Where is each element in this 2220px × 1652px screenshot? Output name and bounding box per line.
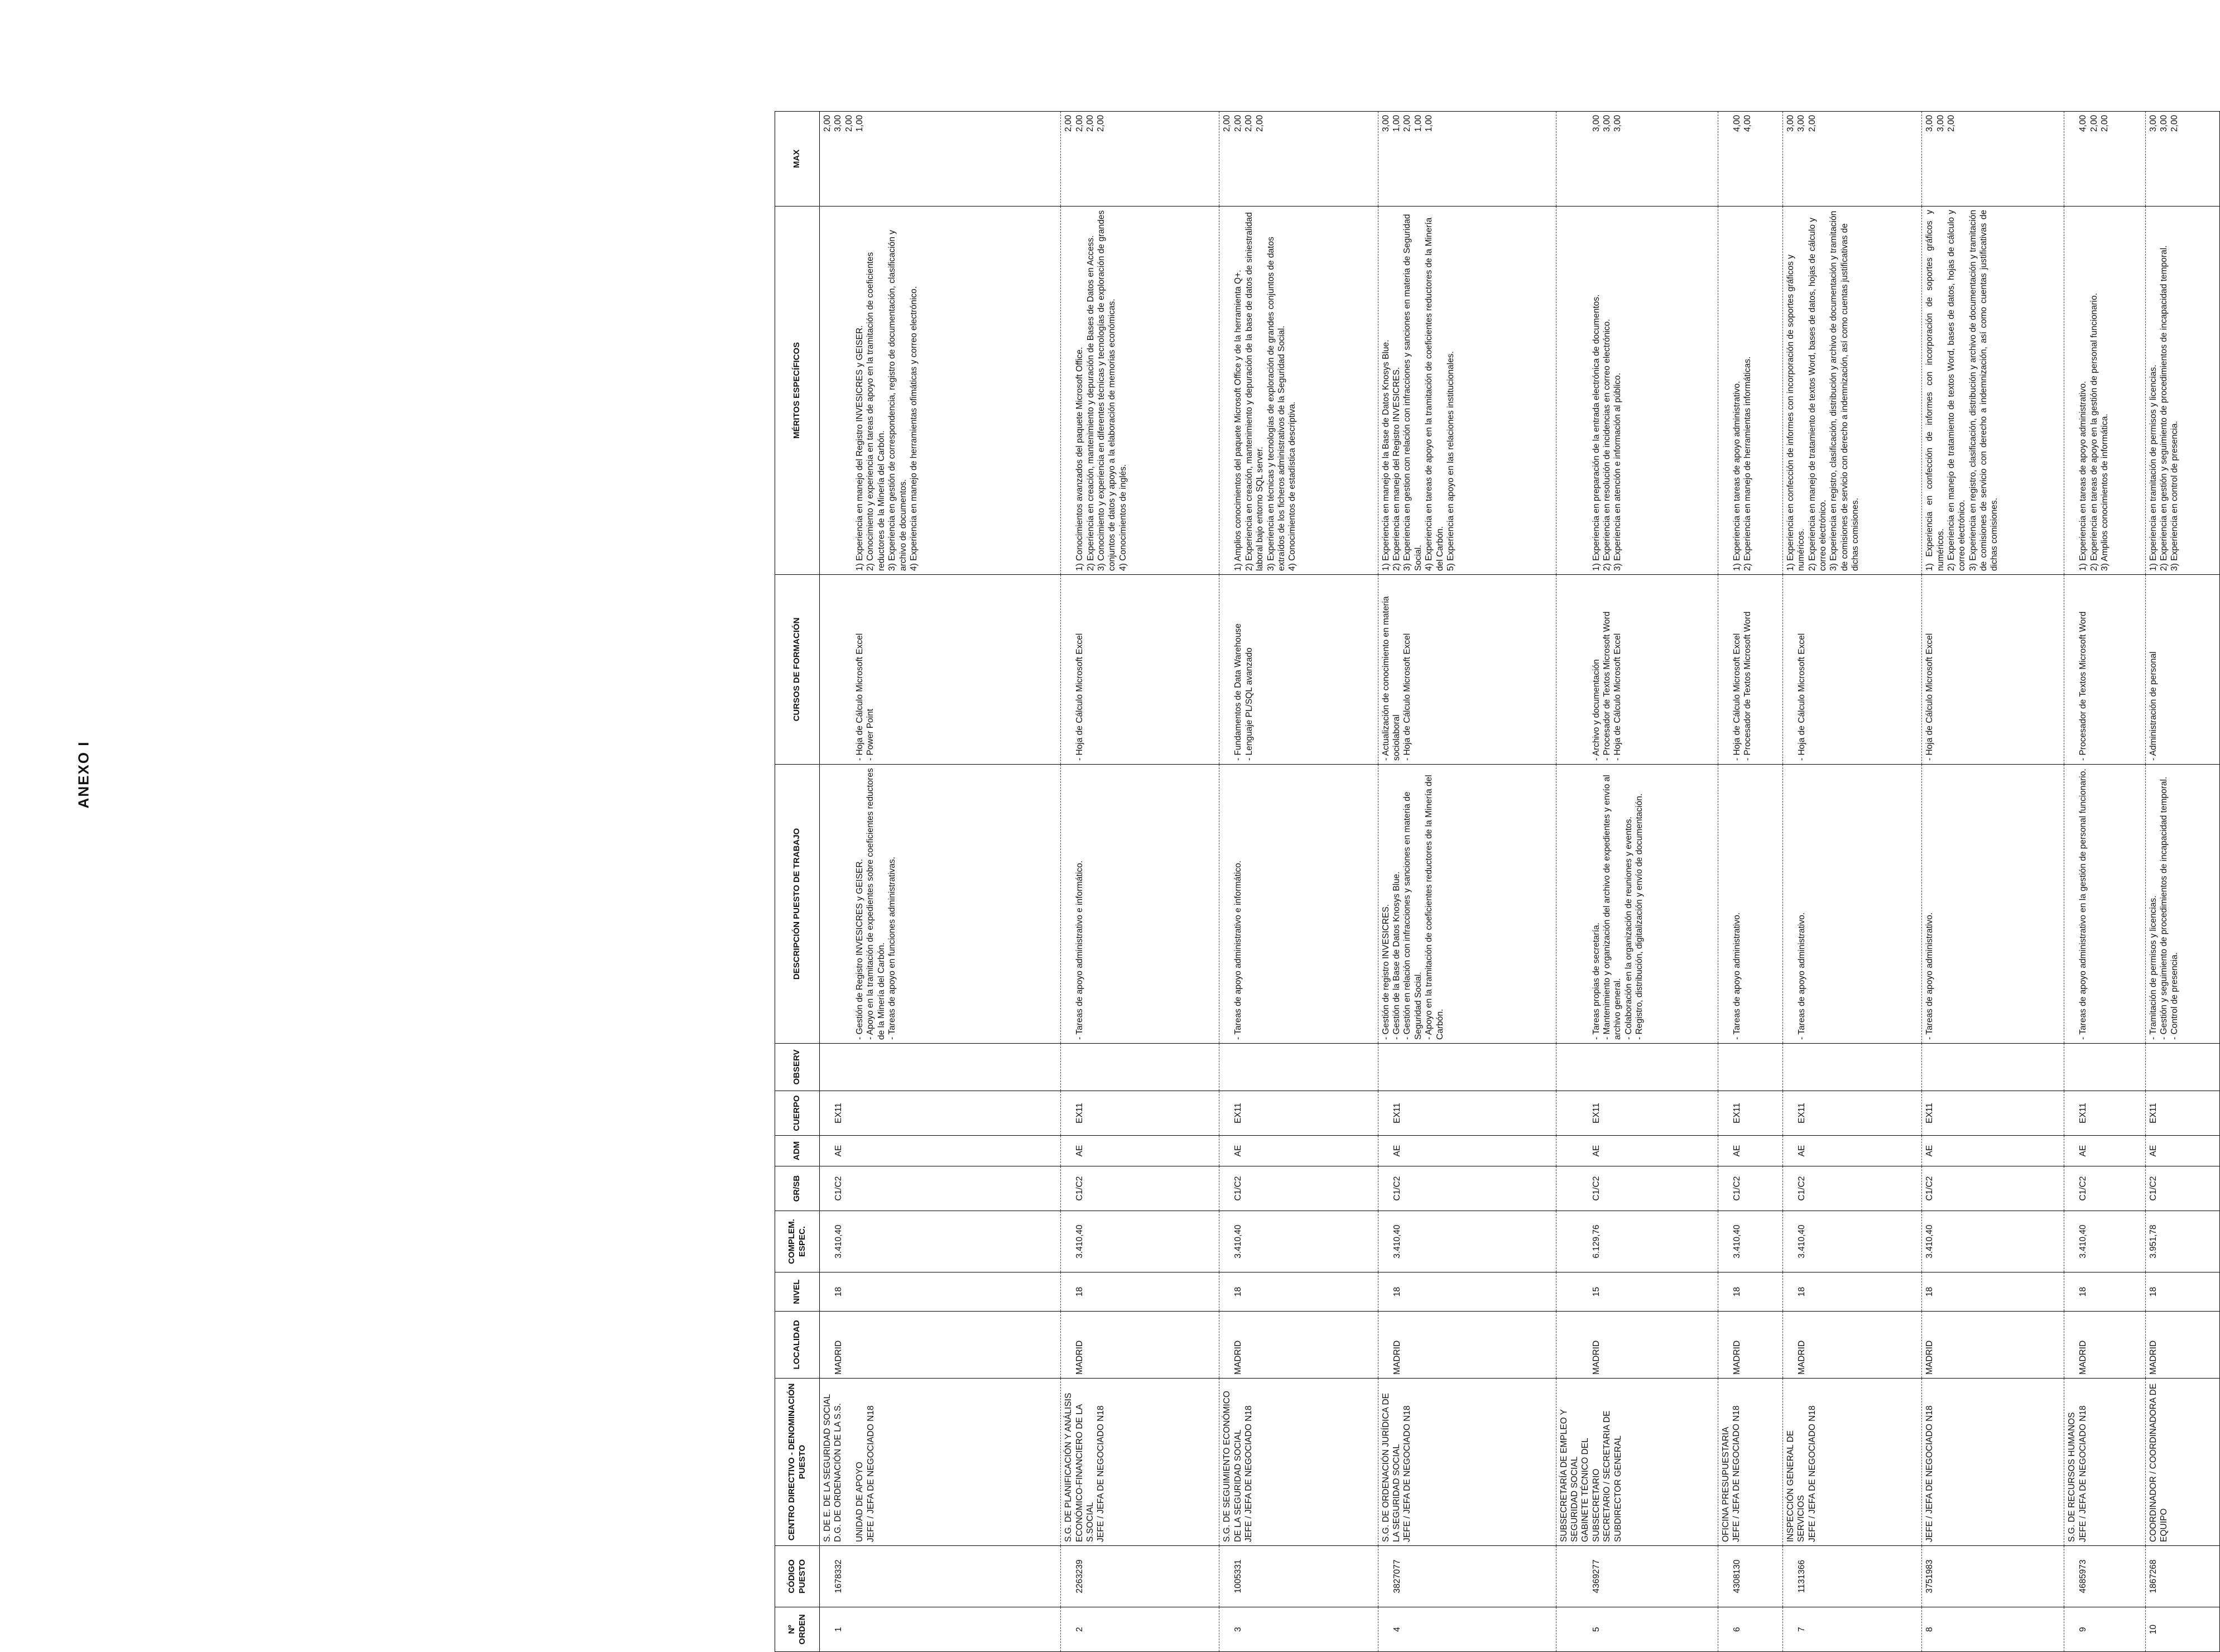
cell-cursos: - Actualización de conocimiento en materia sociolaboral - Hoja de Cálculo Microsoft Excel xyxy=(1381,596,1412,761)
table-row xyxy=(1219,112,1378,1652)
cell-localidad: MADRID xyxy=(1796,1340,1806,1375)
cell-cursos: - Hoja de Cálculo Microsoft Excel xyxy=(1796,633,1806,761)
cell-adm: AE xyxy=(1233,1145,1243,1157)
header-adm: ADM xyxy=(775,1136,820,1166)
table-row xyxy=(820,112,1061,1652)
header-nivel: NIVEL xyxy=(775,1272,820,1312)
cell-descripcion: - Gestión de Registro INVESICRES y GEISER. - Apoyo en la tramitación de expedientes sobre coeficientes reductores de la Minería del Carbón. - Tareas de apoyo en funciones administrativas. xyxy=(855,768,897,1040)
header-meritos: MÉRITOS ESPECÍFICOS xyxy=(775,206,820,575)
cell-complem: 3.410,40 xyxy=(1796,1224,1806,1259)
cell-max: 3,00 3,00 2,00 xyxy=(1782,112,1921,206)
cell-codigo: 4369277 xyxy=(1591,1559,1601,1593)
header-max: MAX xyxy=(775,112,820,206)
cell-codigo: 4685973 xyxy=(2078,1559,2088,1593)
cell-cursos: - Hoja de Cálculo Microsoft Excel xyxy=(1075,633,1085,761)
table-row xyxy=(1378,112,1556,1652)
cell-codigo: 1678332 xyxy=(834,1559,843,1593)
cell-localidad: MADRID xyxy=(1591,1340,1601,1375)
cell-adm: AE xyxy=(1392,1145,1402,1157)
cell-descripcion: - Tareas propias de secretaría. - Mantenimiento y organización del archivo de expedientes y envío al archivo general. - Colaboración en la organización de reuniones y eventos. - Registro, distribución, digitalización y envío de documentación. xyxy=(1591,775,1645,1040)
cell-grsb: C1/C2 xyxy=(1233,1176,1243,1201)
header-localidad: LOCALIDAD xyxy=(775,1312,820,1379)
cell-centro: SUBSECRETARÍA DE EMPLEO Y SEGURIDAD SOCIAL GABINETE TÉCNICO DEL SUBSECRETARIO SECRETARIO / SECRETARIA DE SUBDIRECTOR GENERAL xyxy=(1556,1379,1718,1546)
cell-cuerpo: EX11 xyxy=(2145,1091,2220,1136)
table-row xyxy=(1782,112,1921,1652)
cell-localidad: MADRID xyxy=(1732,1340,1742,1375)
cell-cuerpo: EX11 xyxy=(1732,1103,1742,1123)
cell-codigo: 2263239 xyxy=(1075,1559,1085,1593)
cell-codigo: 1867268 xyxy=(2145,1546,2220,1607)
cell-max: 3,00 3,00 2,00 xyxy=(1922,112,2064,206)
header-centro: CENTRO DIRECTIVO - DENOMINACIÓN PUESTO xyxy=(775,1379,820,1546)
cell-localidad: MADRID xyxy=(834,1340,843,1375)
cell-centro: S. DE E. DE LA SEGURIDAD SOCIAL D.G. DE ORDENACIÓN DE LA S.S. UNIDAD DE APOYO JEFE / JEFA DE NEGOCIADO N18 xyxy=(820,1379,1061,1546)
header-grsb: GR/SB xyxy=(775,1166,820,1211)
cell-adm: AE xyxy=(1075,1145,1085,1157)
cell-nivel: 18 xyxy=(1233,1286,1243,1297)
cell-meritos: 1) Amplios conocimientos del paquete Microsoft Office y de la herramienta Q+. 2) Experiencia en creación, mantenimiento y depuración de la base de datos de siniestralidad laboral bajo entorno SQL server. 3) Experiencia en técnicas y tecnologías de exploración de grandes conjuntos de datos extraídos de los ficheros administrativos de la Seguridad Social. 4) Conocimientos de estadística descriptiva. xyxy=(1233,212,1298,571)
cell-orden: 10 xyxy=(2145,1607,2220,1652)
anexo-table-sheet xyxy=(775,112,2220,1652)
cell-cuerpo: EX11 xyxy=(1233,1103,1243,1123)
cell-observ xyxy=(1782,1044,1921,1091)
cell-observ xyxy=(1922,1044,2064,1091)
cell-complem: 3.410,40 xyxy=(1922,1211,2064,1272)
cell-grsb: C1/C2 xyxy=(1392,1176,1402,1201)
cell-complem: 3.410,40 xyxy=(1732,1224,1742,1259)
cell-descripcion: - Gestión de registro INVESICRES. - Gestión de la Base de Datos Knosys Blue. - Gestión en relación con infracciones y sanciones en materia de Seguridad Social. - Apoyo en la tramitación de coeficientes reductores de la Minería del Carbón. xyxy=(1381,775,1445,1040)
cell-adm: AE xyxy=(834,1145,843,1157)
cell-meritos: 1) Experiencia en tramitación de permisos y licencias. 2) Experiencia en gestión y seguimiento de procedimientos de incapacidad temporal. 3) Experiencia en control de presencia. xyxy=(2145,206,2220,575)
header-descripcion: DESCRIPCIÓN PUESTO DE TRABAJO xyxy=(775,765,820,1044)
cell-grsb: C1/C2 xyxy=(1591,1176,1601,1201)
table-row xyxy=(2145,112,2220,1652)
cell-descripcion: - Tramitación de permisos y licencias. - Gestión y seguimiento de procedimientos de incapacidad temporal. - Control de presencia. xyxy=(2145,765,2220,1044)
header-orden: Nº ORDEN xyxy=(775,1607,820,1652)
cell-orden: 7 xyxy=(1796,1627,1806,1632)
cell-nivel: 18 xyxy=(1732,1286,1742,1297)
cell-observ xyxy=(1219,1044,1378,1091)
cell-descripcion: - Tareas de apoyo administrativo. xyxy=(1732,912,1742,1040)
cell-orden: 3 xyxy=(1233,1627,1243,1632)
cell-cuerpo: EX11 xyxy=(1591,1103,1601,1123)
cell-cursos: - Fundamentos de Data Warehouse - Lenguaje PL/SQL avanzado xyxy=(1233,623,1254,761)
cell-centro: S.G. DE PLANIFICACIÓN Y ANÁLISIS ECONÓMICO-FINANCIERO DE LA S.SOCIAL JEFE / JEFA DE NEGOCIADO N18 xyxy=(1061,1379,1219,1546)
cell-descripcion: - Tareas de apoyo administrativo e informático. xyxy=(1075,860,1085,1040)
table-header-row xyxy=(775,112,820,1652)
header-complem: COMPLEM. ESPEC. xyxy=(775,1211,820,1272)
cell-complem: 3.951,78 xyxy=(2145,1211,2220,1272)
cell-meritos: 1) Experiencia en confección de informes con incorporación de soportes gráficos y numéricos. 2) Experiencia en manejo de tratamiento de textos Word, bases de datos, hojas de cálculo y correo electrónico. 3) Experiencia en registro, clasificación, distribución y archivo de documentación y tramitación de comisiones de servicio con derecho a indemnización, así como cuentas justificativas de dichas comisiones. xyxy=(1922,206,2064,575)
cell-codigo: 3827077 xyxy=(1392,1559,1402,1593)
cell-grsb: C1/C2 xyxy=(1922,1166,2064,1211)
cell-cuerpo: EX11 xyxy=(1075,1103,1085,1123)
cell-localidad: MADRID xyxy=(1075,1340,1085,1375)
cell-nivel: 18 xyxy=(1922,1272,2064,1312)
cell-nivel: 18 xyxy=(834,1286,843,1297)
cell-complem: 3.410,40 xyxy=(1075,1224,1085,1259)
cell-observ xyxy=(1556,1044,1718,1091)
cell-centro: COORDINADOR / COORDINADORA DE EQUIPO xyxy=(2145,1379,2220,1546)
page-title: ANEXO I xyxy=(75,741,92,809)
cell-complem: 3.410,40 xyxy=(2078,1224,2088,1259)
cell-adm: AE xyxy=(1796,1145,1806,1157)
cell-localidad: MADRID xyxy=(1233,1340,1243,1375)
cell-meritos: 1) Experiencia en manejo de la Base de Datos Knosys Blue. 2) Experiencia en manejo del Registro INVESICRES. 3) Experiencia en gestion con relación con infracciones y sanciones en materia de Seguridad Social. 4) Experiencia en tareas de apoyo en la tramitación de coeficientes reductores de la Minería del Carbón. 5) Experiencia en apoyo en las relaciones institucionales. xyxy=(1381,214,1455,571)
cell-max: 3,00 1,00 2,00 1,00 1,00 xyxy=(1378,112,1556,206)
cell-localidad: MADRID xyxy=(1922,1312,2064,1379)
cell-observ xyxy=(1061,1044,1219,1091)
cell-nivel: 18 xyxy=(2145,1272,2220,1312)
header-cuerpo: CUERPO xyxy=(775,1091,820,1136)
cell-max: 4,00 2,00 2,00 xyxy=(2078,115,2110,132)
cell-nivel: 18 xyxy=(2078,1286,2088,1297)
cell-cursos: - Hoja de Cálculo Microsoft Excel - Power Point xyxy=(855,633,876,761)
cell-nivel: 15 xyxy=(1591,1286,1601,1297)
cell-codigo: 4308130 xyxy=(1732,1559,1742,1593)
cell-cursos: - Hoja de Cálculo Microsoft Excel - Procesador de Textos Microsoft Word xyxy=(1732,611,1753,761)
cell-meritos: 1) Conocimientos avanzados del paquete Microsoft Office. 2) Experiencia en creación, mantenimiento y depuración de Bases de Datos en Access. 3) Conocimiento y experiencia en diferentes técnicas y tecnologías de exploración de grandes conjuntos de datos y apoyo a la elaboración de memorias económicas. 4) Conocimientos de inglés. xyxy=(1075,210,1128,571)
cell-grsb: C1/C2 xyxy=(1075,1176,1085,1201)
cell-observ xyxy=(2064,1044,2145,1091)
cell-cuerpo: EX11 xyxy=(1392,1103,1402,1123)
cell-cursos: - Administración de personal xyxy=(2145,575,2220,765)
cell-complem: 3.410,40 xyxy=(1233,1224,1243,1259)
cell-cursos: - Hoja de Cálculo Microsoft Excel xyxy=(1922,575,2064,765)
cell-max: 2,00 2,00 2,00 2,00 xyxy=(1061,112,1219,206)
cell-codigo: 1131366 xyxy=(1796,1559,1806,1593)
cell-meritos: 1) Experiencia en tareas de apoyo administrativo. 2) Experiencia en manejo de herramientas informáticas. xyxy=(1732,356,1753,571)
header-observ: OBSERV xyxy=(775,1044,820,1091)
cell-nivel: 18 xyxy=(1392,1286,1402,1297)
cell-grsb: C1/C2 xyxy=(2078,1176,2088,1201)
cell-orden: 6 xyxy=(1732,1627,1742,1632)
cell-adm: AE xyxy=(2145,1136,2220,1166)
table-row xyxy=(1718,112,1782,1652)
cell-meritos: 1) Experiencia en confección de informes con incorporación de soportes gráficos y numéricos. 2) Experiencia en manejo de tratamiento de textos Word, bases de datos, hojas de cálculo y correo electrónico. 3) Experiencia en registro, clasificación, distribución y archivo de documentación y tramitación de comisiones de servicio con derecho a indemnización, así como cuentas justificativas de dichas comisiones. xyxy=(1785,210,1861,571)
cell-grsb: C1/C2 xyxy=(1796,1176,1806,1201)
cell-observ xyxy=(2145,1044,2220,1091)
cell-centro: OFICINA PRESUPUESTARIA JEFE / JEFA DE NEGOCIADO N18 xyxy=(1718,1379,1782,1546)
cell-cuerpo: EX11 xyxy=(1796,1103,1806,1123)
table-row xyxy=(1556,112,1718,1652)
cell-descripcion: - Tareas de apoyo administrativo. xyxy=(1922,765,2064,1044)
cell-complem: 3.410,40 xyxy=(1392,1224,1402,1259)
cell-cursos: - Archivo y documentación - Procesador de Textos Microsoft Word - Hoja de Cálculo Microsoft Excel xyxy=(1591,611,1623,761)
cell-meritos: 1) Experiencia en tareas de apoyo administrativo. 2) Experiencia en tareas de apoyo en la gestión de personal funcionario. 3) Amplios conocimientos de informática. xyxy=(2078,292,2110,571)
cell-max: 3,00 3,00 2,00 xyxy=(2145,112,2220,206)
cell-orden: 4 xyxy=(1392,1627,1402,1632)
cell-grsb: C1/C2 xyxy=(2145,1166,2220,1211)
cell-descripcion: - Tareas de apoyo administrativo. xyxy=(1796,912,1806,1040)
cell-centro: INSPECCIÓN GENERAL DE SERVICIOS JEFE / JEFA DE NEGOCIADO N18 xyxy=(1782,1379,1921,1546)
table-row xyxy=(2064,112,2145,1652)
cell-localidad: MADRID xyxy=(2078,1340,2088,1375)
cell-adm: AE xyxy=(1591,1145,1601,1157)
cell-localidad: MADRID xyxy=(2145,1312,2220,1379)
cell-codigo: 3751983 xyxy=(1922,1546,2064,1607)
cell-meritos: 1) Experiencia en preparación de la entrada electrónica de documentos. 2) Experiencia en resolución de incidencias en correo electrónico. 3) Experiencia en atención e información al público. xyxy=(1591,294,1623,571)
cell-observ xyxy=(1718,1044,1782,1091)
cell-observ xyxy=(1378,1044,1556,1091)
cell-centro: S.G. DE ORDENACIÓN JURÍDICA DE LA SEGURIDAD SOCIAL JEFE / JEFA DE NEGOCIADO N18 xyxy=(1378,1379,1556,1546)
cell-orden: 5 xyxy=(1591,1627,1601,1632)
cell-max: 3,00 3,00 3,00 xyxy=(1591,115,1623,132)
header-cursos: CURSOS DE FORMACIÓN xyxy=(775,575,820,765)
cell-grsb: C1/C2 xyxy=(1732,1176,1742,1201)
cell-cursos: - Procesador de Textos Microsoft Word xyxy=(2078,611,2088,761)
cell-cuerpo: EX11 xyxy=(2078,1103,2088,1123)
cell-adm: AE xyxy=(2078,1145,2088,1157)
cell-codigo: 1005331 xyxy=(1233,1559,1243,1593)
cell-nivel: 18 xyxy=(1796,1286,1806,1297)
cell-adm: AE xyxy=(1732,1145,1742,1157)
header-codigo: CÓDIGO PUESTO xyxy=(775,1546,820,1607)
cell-centro: S.G. DE RECURSOS HUMANOS JEFE / JEFA DE NEGOCIADO N18 xyxy=(2064,1379,2145,1546)
cell-orden: 8 xyxy=(1922,1607,2064,1652)
table-row xyxy=(1061,112,1219,1652)
cell-descripcion: - Tareas de apoyo administrativo en la gestión de personal funcionario. xyxy=(2078,769,2088,1040)
cell-adm: AE xyxy=(1922,1136,2064,1166)
cell-observ xyxy=(820,1044,1061,1091)
table-row xyxy=(1922,112,2064,1652)
cell-meritos: 1) Experiencia en manejo del Registro INVESICRES y GEISER. 2) Conocimiento y experiencia en tareas de apoyo en la tramitación de coeficientes reductores de la Minería del Carbón. 3) Experiencia en gestión de correspondencia, registro de documentación, clasificación y archivo de documentos. 4) Experiencia en manejo de herramientas ofimáticas y correo electrónico. xyxy=(855,230,919,571)
cell-nivel: 18 xyxy=(1075,1286,1085,1297)
cell-localidad: MADRID xyxy=(1392,1340,1402,1375)
cell-centro: S.G. DE SEGUIMIENTO ECONÓMICO DE LA SEGURIDAD SOCIAL JEFE / JEFA DE NEGOCIADO N18 xyxy=(1219,1379,1378,1546)
cell-complem: 6.129,76 xyxy=(1591,1224,1601,1259)
cell-cuerpo: EX11 xyxy=(834,1103,843,1123)
cell-orden: 9 xyxy=(2078,1627,2088,1632)
anexo-table xyxy=(775,111,2220,1652)
cell-descripcion: - Tareas de apoyo administrativo e informático. xyxy=(1233,860,1243,1040)
cell-complem: 3.410,40 xyxy=(834,1224,843,1259)
cell-grsb: C1/C2 xyxy=(834,1176,843,1201)
cell-max: 2,00 2,00 2,00 2,00 xyxy=(1219,112,1378,206)
cell-cuerpo: EX11 xyxy=(1922,1091,2064,1136)
cell-max: 2,00 3,00 2,00 1,00 xyxy=(820,112,1061,206)
cell-orden: 1 xyxy=(834,1627,843,1632)
cell-orden: 2 xyxy=(1075,1627,1085,1632)
cell-max: 4,00 4,00 xyxy=(1732,115,1753,132)
cell-centro: JEFE / JEFA DE NEGOCIADO N18 xyxy=(1922,1379,2064,1546)
